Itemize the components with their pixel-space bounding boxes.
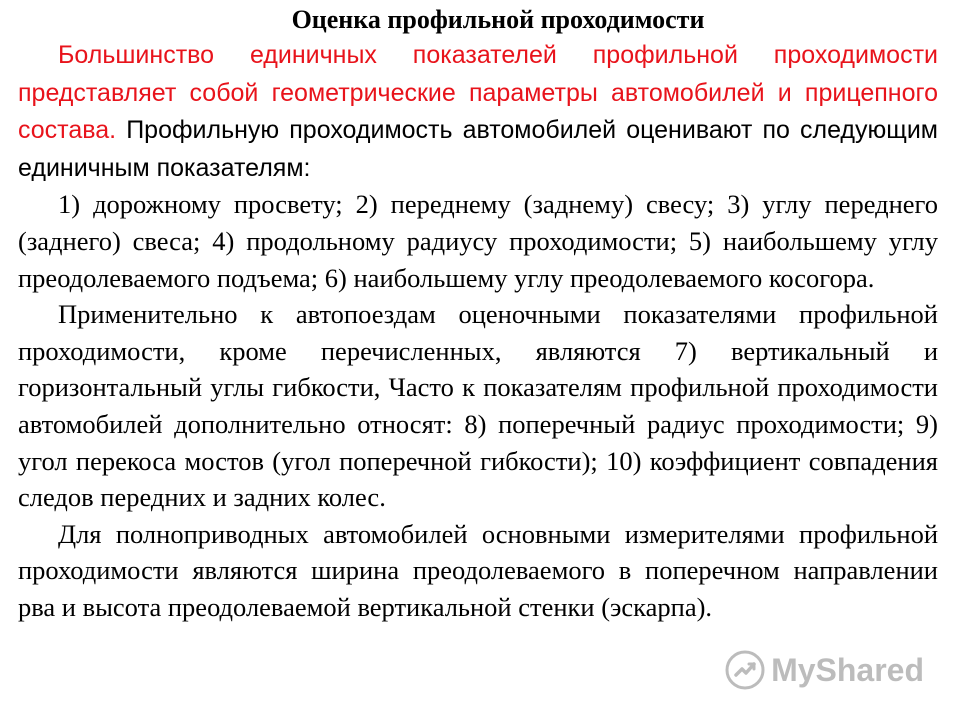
paragraph-intro-rest: Профильную проходимость автомобилей оценивают по следующим единичным показателям:: [18, 116, 938, 182]
paragraph-road-trains: Применительно к автопоездам оценочными показателями профильной проходимости, кроме перечисленных, являются 7) вертикальный и горизонтальный углы гибкости, Часто к показателям профильной проходимости автомобилей дополнительно относят: 8) поперечный радиус проходимости; 9) угол перекоса мостов (угол поперечной гибкости); 10) коэффициент совпадения следов передних и задних колес.: [18, 299, 938, 513]
slide-content: [18, 4, 938, 626]
slide-title: Оценка профильной проходимости: [291, 5, 705, 34]
paragraph-indicators-list: 1) дорожному просвету; 2) переднему (заднему) свесу; 3) углу переднего (заднего) свеса; 4) продольному радиусу проходимости; 5) наибольшему углу преодолеваемого подъема; 6) наибольшему углу преодолеваемого косогора.: [18, 189, 938, 293]
myshared-logo-icon: [725, 650, 765, 690]
paragraph-intro: [18, 36, 938, 186]
watermark: [725, 650, 924, 690]
watermark-text: MyShared: [771, 651, 924, 688]
paragraph-all-wheel-drive: Для полноприводных автомобилей основными измерителями профильной проходимости являются ширина преодолеваемого в поперечном направлении рва и высота преодолеваемой вертикальной стенки (эскарпа).: [18, 518, 938, 622]
highlighted-text: Большинство единичных показателей профильной проходимости представляет собой геометрические параметры автомобилей и прицепного состава.: [18, 41, 938, 145]
